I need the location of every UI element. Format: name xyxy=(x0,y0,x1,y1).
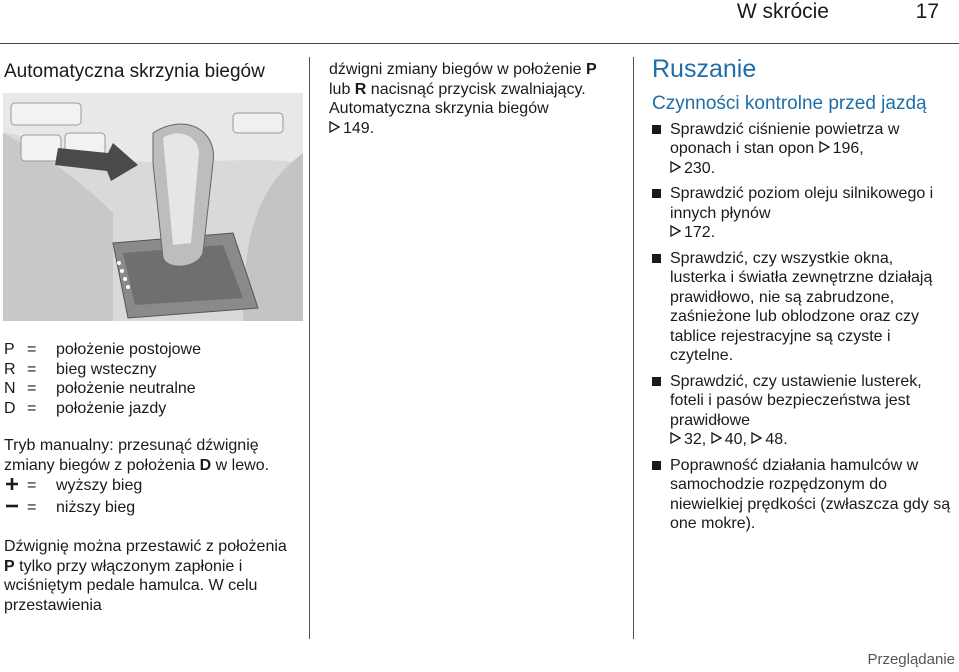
minus-icon xyxy=(4,498,27,520)
page-ref-arrow-icon xyxy=(329,119,343,139)
gear-lever-drawing xyxy=(3,93,303,321)
legend-row xyxy=(4,340,304,360)
manual-mode-position: D xyxy=(199,456,212,474)
list-item-text: Sprawdzić ciśnienie powietrza w oponach i stan opon xyxy=(670,120,900,157)
bullet-icon xyxy=(652,377,661,386)
release-position-p: P xyxy=(586,61,597,78)
gear-legend xyxy=(4,340,304,615)
bullet-icon xyxy=(652,254,661,263)
legend-value: położenie jazdy xyxy=(56,399,167,417)
minus-row xyxy=(4,498,304,520)
list-item xyxy=(652,456,952,534)
manual-mode-paragraph xyxy=(4,436,304,475)
legend-key: N xyxy=(4,380,16,397)
release-text: dźwigni zmiany biegów w położenie xyxy=(329,61,587,78)
page-ref[interactable]: 230. xyxy=(684,159,716,177)
legend-equals: = xyxy=(27,341,37,358)
page-ref-arrow-icon xyxy=(711,430,725,450)
checklist xyxy=(652,120,952,534)
page-ref-arrow-icon xyxy=(670,159,684,179)
right-column xyxy=(652,55,952,534)
legend-equals: = xyxy=(27,399,37,417)
column-divider-right xyxy=(633,57,634,639)
list-item xyxy=(652,372,952,450)
plus-row xyxy=(4,476,304,498)
list-item-text: Sprawdzić poziom oleju silnikowego i innych płynów xyxy=(670,185,934,222)
legend-equals: = xyxy=(27,380,37,397)
minus-value: niższy bieg xyxy=(56,498,136,516)
legend-value: położenie neutralne xyxy=(56,380,196,397)
page-ref[interactable]: 172. xyxy=(684,224,716,241)
section-title: Ruszanie xyxy=(652,55,757,83)
page-ref[interactable]: 40, xyxy=(724,431,747,448)
manual-mode-text-end: w lewo. xyxy=(211,456,270,474)
legend-key: P xyxy=(4,341,15,358)
page-ref[interactable]: 32, xyxy=(684,431,707,448)
shift-text-end: tylko przy włączonym zapłonie i wciśniętym pedale hamulca. W celu przestawienia xyxy=(4,557,258,614)
minus-equals: = xyxy=(27,498,37,516)
page-ref-arrow-icon xyxy=(819,139,833,159)
column-divider-left xyxy=(309,57,310,639)
cross-reference-page[interactable]: 149. xyxy=(343,119,375,137)
cross-reference xyxy=(329,99,609,138)
left-column xyxy=(4,62,304,82)
release-paragraph xyxy=(329,60,609,99)
gear-lever-illustration xyxy=(3,93,303,321)
bullet-icon xyxy=(652,461,661,470)
legend-equals: = xyxy=(27,360,37,378)
plus-equals: = xyxy=(27,477,37,494)
plus-value: wyższy bieg xyxy=(56,477,143,494)
list-item-text: Sprawdzić, czy wszystkie okna, lusterka i światła zewnętrzne działają prawidłowo, nie są zabrudzone, zaśnieżone lub oblodzone oraz czy tablice rejestracyjne są czyste i czytelne. xyxy=(670,249,933,364)
release-position-r: R xyxy=(354,80,367,98)
list-item xyxy=(652,249,952,366)
section-heading: Automatyczna skrzynia biegów xyxy=(4,61,265,82)
page-ref-arrow-icon xyxy=(751,430,765,450)
running-header-title: W skrócie xyxy=(736,0,829,23)
page-ref[interactable]: 48. xyxy=(765,431,788,448)
list-item-text: Poprawność działania hamulców w samochodzie rozpędzonym do niewielkiej prędkości (zwłaszcza gdy są one mokre). xyxy=(670,456,951,532)
middle-column xyxy=(329,60,609,138)
legend-value: bieg wsteczny xyxy=(56,360,157,378)
cross-reference-text: Automatyczna skrzynia biegów xyxy=(329,100,549,117)
list-item-text: Sprawdzić, czy ustawienie lusterek, foteli i pasów bezpieczeństwa jest prawidłowe xyxy=(670,372,922,429)
legend-key: D xyxy=(4,399,16,417)
legend-row xyxy=(4,360,304,380)
list-item xyxy=(652,120,952,179)
legend-row xyxy=(4,399,304,419)
legend-row xyxy=(4,379,304,399)
legend-value: położenie postojowe xyxy=(56,341,201,358)
list-item xyxy=(652,184,952,243)
footer-label[interactable]: Przeglądanie xyxy=(867,651,955,668)
page-ref[interactable]: 196, xyxy=(832,140,864,157)
subsection-title: Czynności kontrolne przed jazdą xyxy=(652,92,927,114)
shift-paragraph xyxy=(4,537,289,615)
release-text-or: lub xyxy=(329,80,355,98)
page-ref-arrow-icon xyxy=(670,430,684,450)
page-number: 17 xyxy=(915,0,939,23)
bullet-icon xyxy=(652,125,661,134)
manual-mode-text: Tryb manualny: przesunąć dźwignię zmiany biegów z położenia xyxy=(4,437,259,474)
bullet-icon xyxy=(652,189,661,198)
release-text-end: nacisnąć przycisk zwalniający. xyxy=(366,80,586,98)
shift-position: P xyxy=(4,557,15,575)
header-rule xyxy=(0,43,959,44)
plus-icon xyxy=(4,476,27,498)
legend-key: R xyxy=(4,360,16,378)
shift-text: Dźwignię można przestawić z położenia xyxy=(4,538,287,555)
page-ref-arrow-icon xyxy=(670,223,684,243)
